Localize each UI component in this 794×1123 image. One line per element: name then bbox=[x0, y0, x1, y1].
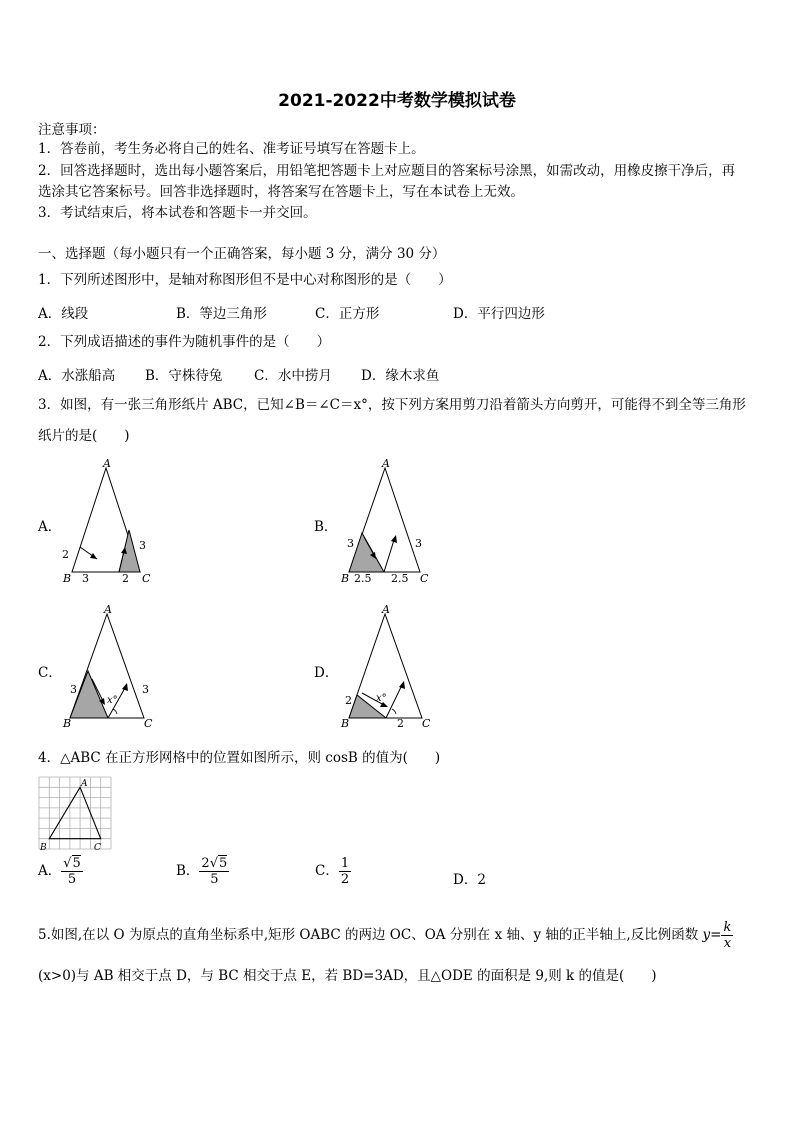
vertex-b-label: B bbox=[40, 843, 47, 853]
fraction-2sqrt5-over-5: $\frac{2√5}{5}$ bbox=[201, 856, 228, 887]
q1-option-c[interactable]: C．正方形 bbox=[315, 306, 380, 322]
question-5-text: 5.如图,在以 O 为原点的直角坐标系中,矩形 OABC 的两边 OC、OA 分别在 x 轴、y 轴的正半轴上,反比例函数 bbox=[38, 927, 699, 943]
q3-option-a[interactable]: A． bbox=[38, 519, 62, 535]
q4-option-a[interactable] bbox=[38, 856, 83, 887]
length-label: 2 bbox=[345, 694, 352, 707]
vertex-b-label: B bbox=[63, 572, 72, 585]
vertex-b-label: B bbox=[341, 572, 350, 585]
vertex-a-label: A bbox=[81, 779, 88, 789]
q2-option-c[interactable]: C．水中捞月 bbox=[254, 368, 332, 384]
question-2-stem: 2．下列成语描述的事件为随机事件的是（ ） bbox=[38, 334, 331, 350]
length-label: 2.5 bbox=[391, 572, 409, 585]
option-b-prefix: B． bbox=[176, 863, 200, 879]
notice-line-2b: 选涂其它答案标号。回答非选择题时，将答案写在答题卡上，写在本试卷上无效。 bbox=[38, 184, 524, 200]
vertex-a-label: A bbox=[382, 603, 390, 616]
vertex-c-label: C bbox=[94, 843, 101, 853]
question-3-stem-1: 3．如图，有一张三角形纸片 ABC，已知∠B＝∠C＝x°，按下列方案用剪刀沿着箭头方向剪开，可能得不到全等三角形 bbox=[38, 397, 746, 413]
q3-option-b[interactable]: B． bbox=[314, 519, 338, 535]
length-label: 2 bbox=[397, 717, 404, 730]
vertex-a-label: A bbox=[103, 457, 111, 470]
q4-option-d[interactable]: D．2 bbox=[453, 872, 486, 888]
q1-option-d[interactable]: D．平行四边形 bbox=[453, 306, 545, 322]
q3-figure-a bbox=[55, 455, 165, 587]
vertex-c-label: C bbox=[144, 717, 153, 730]
option-a-prefix: A． bbox=[38, 863, 62, 879]
q2-option-b[interactable]: B．守株待兔 bbox=[145, 368, 223, 384]
vertex-a-label: A bbox=[382, 457, 390, 470]
q3-figure-d bbox=[334, 601, 444, 733]
q3-option-c[interactable]: C． bbox=[38, 665, 62, 681]
y-variable: y bbox=[702, 927, 711, 943]
vertex-c-label: C bbox=[420, 572, 429, 585]
vertex-b-label: B bbox=[341, 717, 350, 730]
angle-label: x° bbox=[376, 693, 387, 704]
length-label: 2.5 bbox=[354, 572, 372, 585]
length-label: 3 bbox=[347, 537, 354, 550]
vertex-c-label: C bbox=[142, 572, 151, 585]
q2-option-d[interactable]: D．缘木求鱼 bbox=[361, 368, 440, 384]
length-label: 3 bbox=[139, 539, 146, 552]
question-4-stem: 4．△ABC 在正方形网格中的位置如图所示，则 cosB 的值为( ) bbox=[38, 750, 441, 766]
fraction-1-over-2: $\frac{1}{2}$ bbox=[340, 856, 350, 887]
q1-option-b[interactable]: B．等边三角形 bbox=[176, 306, 267, 322]
q1-option-a[interactable]: A．线段 bbox=[38, 306, 89, 322]
question-3-stem-2: 纸片的是( ) bbox=[38, 428, 130, 444]
question-1-stem: 1．下列所述图形中，是轴对称图形但不是中心对称图形的是（ ） bbox=[38, 272, 452, 288]
length-label: 2 bbox=[62, 548, 69, 561]
length-label: 3 bbox=[142, 683, 149, 696]
vertex-a-label: A bbox=[104, 603, 112, 616]
notice-line-3: 3．考试结束后，将本试卷和答题卡一并交回。 bbox=[38, 205, 317, 221]
q4-option-b[interactable] bbox=[176, 856, 229, 887]
section-heading: 一、选择题（每小题只有一个正确答案，每小题 3 分，满分 30 分） bbox=[38, 246, 446, 262]
question-5-stem-1 bbox=[38, 920, 733, 951]
angle-label: x° bbox=[107, 695, 118, 706]
q3-option-d[interactable]: D． bbox=[314, 665, 339, 681]
vertex-b-label: B bbox=[63, 717, 72, 730]
fraction-k-over-x: $\frac{k}{x}$ bbox=[723, 920, 732, 951]
notice-line-1: 1．答卷前，考生务必将自己的姓名、准考证号填写在答题卡上。 bbox=[38, 141, 425, 157]
q3-figure-c bbox=[55, 601, 165, 733]
notice-heading: 注意事项： bbox=[38, 122, 106, 138]
fraction-sqrt5-over-5: $\frac{√5}{5}$ bbox=[63, 856, 81, 887]
q4-option-c[interactable] bbox=[315, 856, 351, 887]
notice-line-2a: 2．回答选择题时，选出每小题答案后，用铅笔把答题卡上对应题目的答案标号涂黑，如需改动，用橡皮擦干净后，再 bbox=[38, 163, 736, 179]
question-5-stem-2: (x>0)与 AB 相交于点 D，与 BC 相交于点 E，若 BD=3AD，且△ODE 的面积是 9,则 k 的值是( ) bbox=[38, 968, 657, 984]
vertex-c-label: C bbox=[422, 717, 431, 730]
length-label: 2 bbox=[122, 572, 129, 585]
length-label: 3 bbox=[70, 683, 77, 696]
option-c-prefix: C． bbox=[315, 863, 339, 879]
length-label: 3 bbox=[82, 572, 89, 585]
length-label: 3 bbox=[415, 537, 422, 550]
page-title: 2021-2022中考数学模拟试卷 bbox=[278, 91, 516, 111]
q4-grid-figure bbox=[35, 773, 120, 855]
equals-sign: = bbox=[710, 927, 722, 943]
q3-figure-b bbox=[334, 455, 444, 587]
q2-option-a[interactable]: A．水涨船高 bbox=[38, 368, 116, 384]
